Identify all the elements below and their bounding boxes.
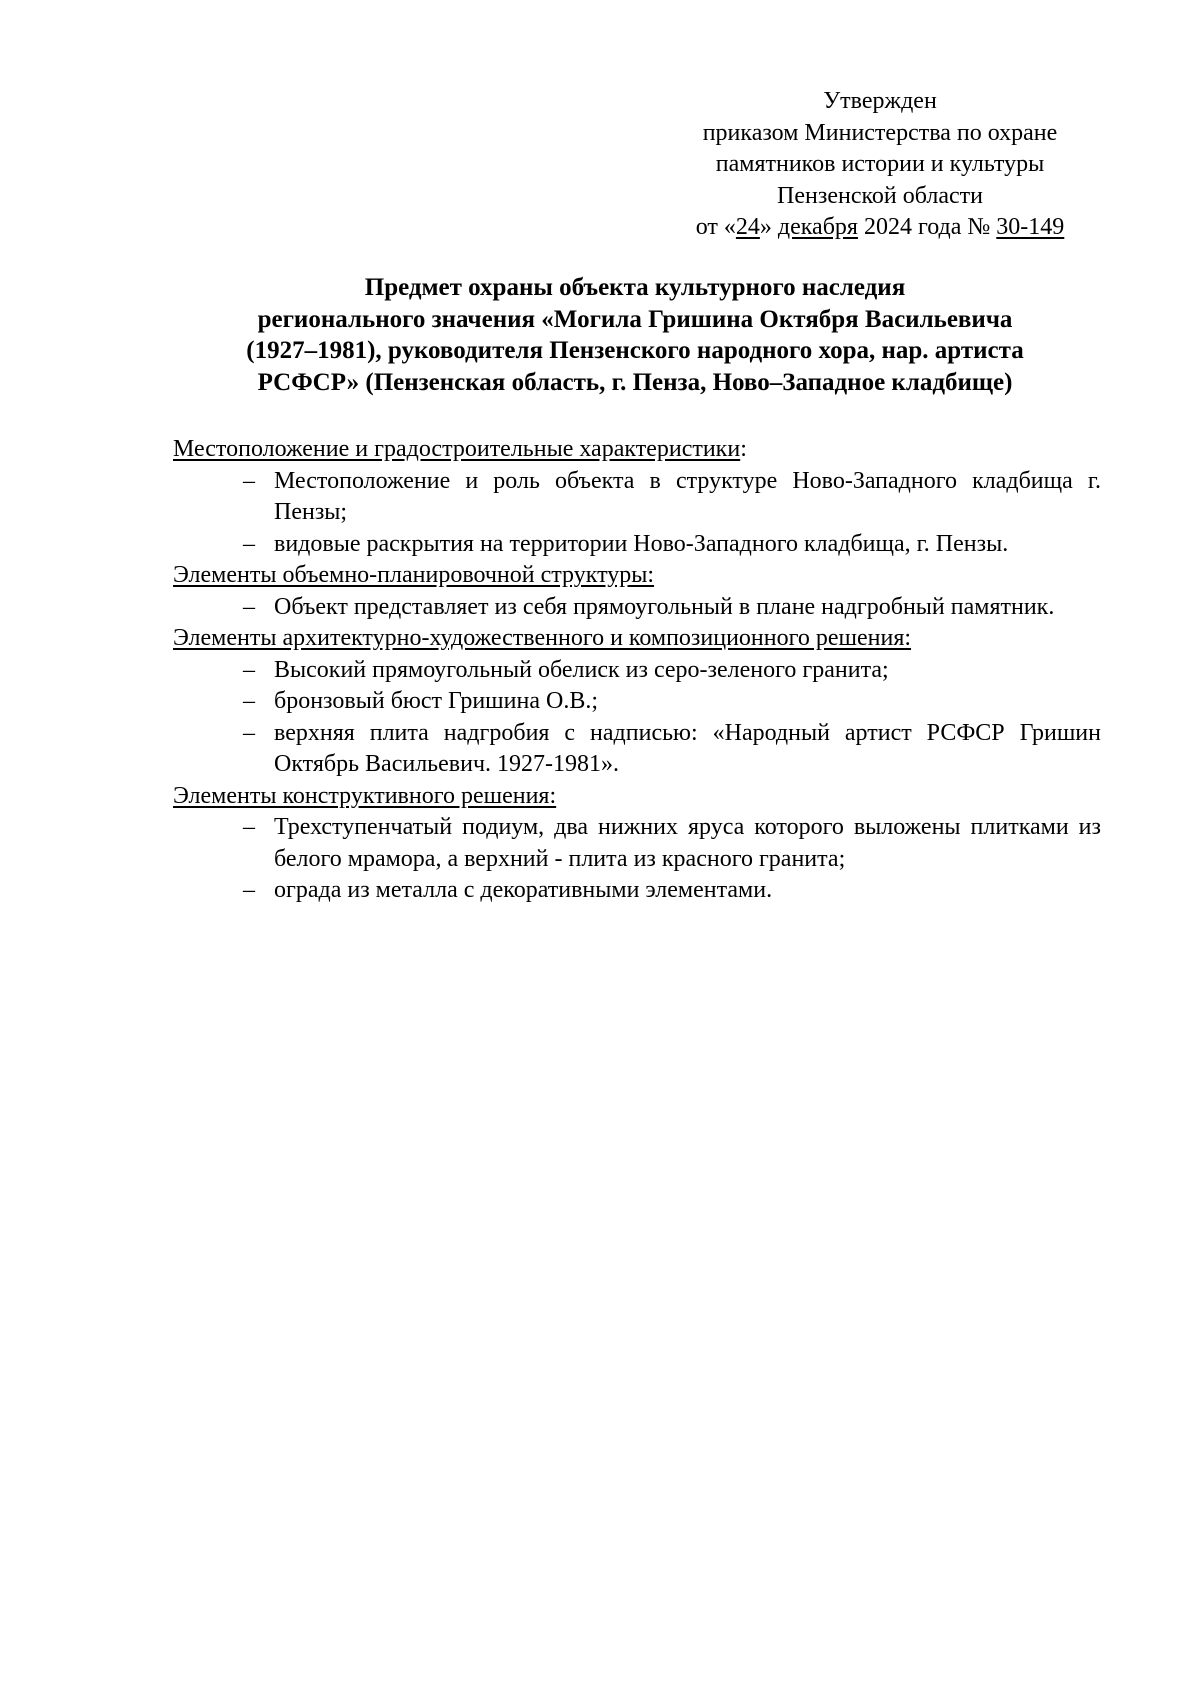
approval-region: Пензенской области	[777, 182, 983, 209]
section-constructive	[173, 781, 1101, 907]
document-title	[170, 272, 1100, 398]
list-item	[173, 718, 1101, 781]
dash-bullet-icon: –	[243, 877, 255, 903]
order-prefix: от «	[695, 214, 736, 240]
dash-bullet-icon: –	[243, 814, 255, 840]
section-heading-suffix: :	[740, 436, 747, 462]
dash-bullet-icon: –	[243, 656, 255, 683]
list-item	[173, 592, 1101, 624]
section-list	[173, 655, 1101, 781]
section-volume-planning	[173, 560, 1101, 623]
order-quote-close: »	[759, 214, 772, 240]
title-line-1: Предмет охраны объекта культурного наследия	[364, 274, 906, 301]
list-item	[173, 812, 1101, 875]
section-heading: Элементы архитектурно-художественного и композиционного решения:	[173, 625, 912, 651]
list-item-text: Объект представляет из себя прямоугольный в плане надгробный памятник.	[274, 593, 1055, 620]
list-item	[173, 466, 1101, 529]
document-body	[173, 434, 1101, 907]
order-number: 30-149	[996, 214, 1065, 240]
list-item-text: ограда из металла с декоративными элементами.	[274, 877, 773, 903]
list-item	[173, 875, 1101, 907]
section-heading-text: Местоположение и градостроительные характеристики	[173, 436, 741, 462]
approval-block	[660, 86, 1100, 244]
section-architectural	[173, 623, 1101, 781]
list-item-text: видовые раскрытия на территории Ново-Западного кладбища, г. Пензы.	[274, 530, 1009, 557]
dash-bullet-icon: –	[243, 688, 255, 714]
title-line-4: РСФСР» (Пензенская область, г. Пенза, Ново–Западное кладбище)	[257, 368, 1013, 396]
dash-bullet-icon: –	[243, 467, 255, 494]
approval-authority: приказом Министерства по охране	[702, 119, 1058, 146]
section-list	[173, 812, 1101, 907]
section-list	[173, 592, 1101, 624]
section-heading	[173, 436, 747, 462]
list-item-text: Трехступенчатый подиум, два нижних яруса которого выложены плитками из белого мрамора, а верхний - плита из красного гранита;	[274, 814, 1101, 872]
list-item-text: Высокий прямоугольный обелиск из серо-зеленого гранита;	[274, 656, 889, 683]
list-item-text: бронзовый бюст Гришина О.В.;	[274, 688, 599, 714]
section-list	[173, 466, 1101, 561]
title-line-3: (1927–1981), руководителя Пензенского народного хора, нар. артиста	[246, 337, 1024, 364]
section-location	[173, 434, 1101, 560]
order-day: 24	[735, 214, 760, 240]
approval-status: Утвержден	[823, 88, 937, 114]
dash-bullet-icon: –	[243, 719, 255, 746]
list-item-text: верхняя плита надгробия с надписью: «Народный артист РСФСР Гришин Октябрь Васильевич. 1927-1981».	[274, 719, 1101, 777]
section-heading: Элементы конструктивного решения:	[173, 782, 557, 809]
section-heading: Элементы объемно-планировочной структуры:	[173, 562, 655, 588]
dash-bullet-icon: –	[243, 530, 255, 557]
order-year: 2024 года №	[863, 214, 991, 240]
list-item	[173, 655, 1101, 687]
list-item	[173, 686, 1101, 718]
title-line-2: регионального значения «Могила Гришина Октября Васильевича	[257, 305, 1013, 333]
list-item-text: Местоположение и роль объекта в структуре Ново-Западного кладбища г. Пензы;	[274, 467, 1101, 525]
approval-authority-cont: памятников истории и культуры	[715, 151, 1045, 177]
list-item	[173, 529, 1101, 561]
dash-bullet-icon: –	[243, 593, 255, 620]
approval-order-line	[660, 212, 1100, 244]
order-month: декабря	[777, 214, 858, 240]
